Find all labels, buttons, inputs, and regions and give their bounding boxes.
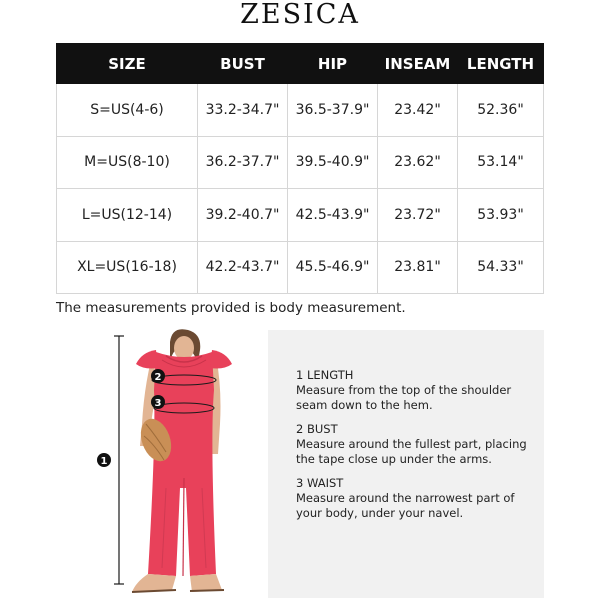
inseam-cell: 23.62" [378,136,458,189]
hip-cell: 36.5-37.9" [288,84,378,137]
size-cell: S=US(4-6) [57,84,198,137]
header-size: SIZE [57,44,198,84]
bust-cell: 36.2-37.7" [198,136,288,189]
header-inseam: INSEAM [378,44,458,84]
model-figure [92,328,262,600]
bust-cell: 33.2-34.7" [198,84,288,137]
inseam-cell: 23.81" [378,241,458,294]
instruction-waist [296,476,536,521]
inseam-cell: 23.42" [378,84,458,137]
size-chart-table [56,43,544,294]
size-cell: L=US(12-14) [57,189,198,242]
table-header-row [57,44,544,84]
marker-bust [151,369,165,383]
svg-text:1: 1 [100,456,108,467]
inseam-cell: 23.72" [378,189,458,242]
measurement-instructions-panel [268,330,544,598]
model-illustration [92,328,262,600]
table-row [57,189,544,242]
svg-text:3: 3 [154,398,162,409]
instruction-title: 2 BUST [296,422,338,436]
instruction-text: Measure from the top of the shoulder seam down to the hem. [296,383,512,412]
length-cell: 54.33" [458,241,544,294]
sleeve-left [136,350,158,369]
sleeve-right [210,350,232,369]
size-cell: M=US(8-10) [57,136,198,189]
marker-length [97,453,111,467]
svg-text:2: 2 [154,372,162,383]
instruction-title: 1 LENGTH [296,368,354,382]
instruction-bust [296,422,536,467]
length-cell: 53.93" [458,189,544,242]
header-length: LENGTH [458,44,544,84]
table-row [57,136,544,189]
size-cell: XL=US(16-18) [57,241,198,294]
hip-cell: 45.5-46.9" [288,241,378,294]
bust-cell: 42.2-43.7" [198,241,288,294]
instruction-length [296,368,536,413]
hip-cell: 39.5-40.9" [288,136,378,189]
header-bust: BUST [198,44,288,84]
instruction-title: 3 WAIST [296,476,344,490]
measurement-note: The measurements provided is body measurement. [56,300,406,316]
marker-waist [151,395,165,409]
table-row [57,84,544,137]
length-cell: 52.36" [458,84,544,137]
hip-cell: 42.5-43.9" [288,189,378,242]
header-hip: HIP [288,44,378,84]
jumpsuit [148,352,216,576]
length-cell: 53.14" [458,136,544,189]
bust-cell: 39.2-40.7" [198,189,288,242]
table-row [57,241,544,294]
brand-logo: ZESICA [240,0,360,30]
instruction-text: Measure around the narrowest part of your body, under your navel. [296,491,515,520]
instruction-text: Measure around the fullest part, placing the tape close up under the arms. [296,437,527,466]
